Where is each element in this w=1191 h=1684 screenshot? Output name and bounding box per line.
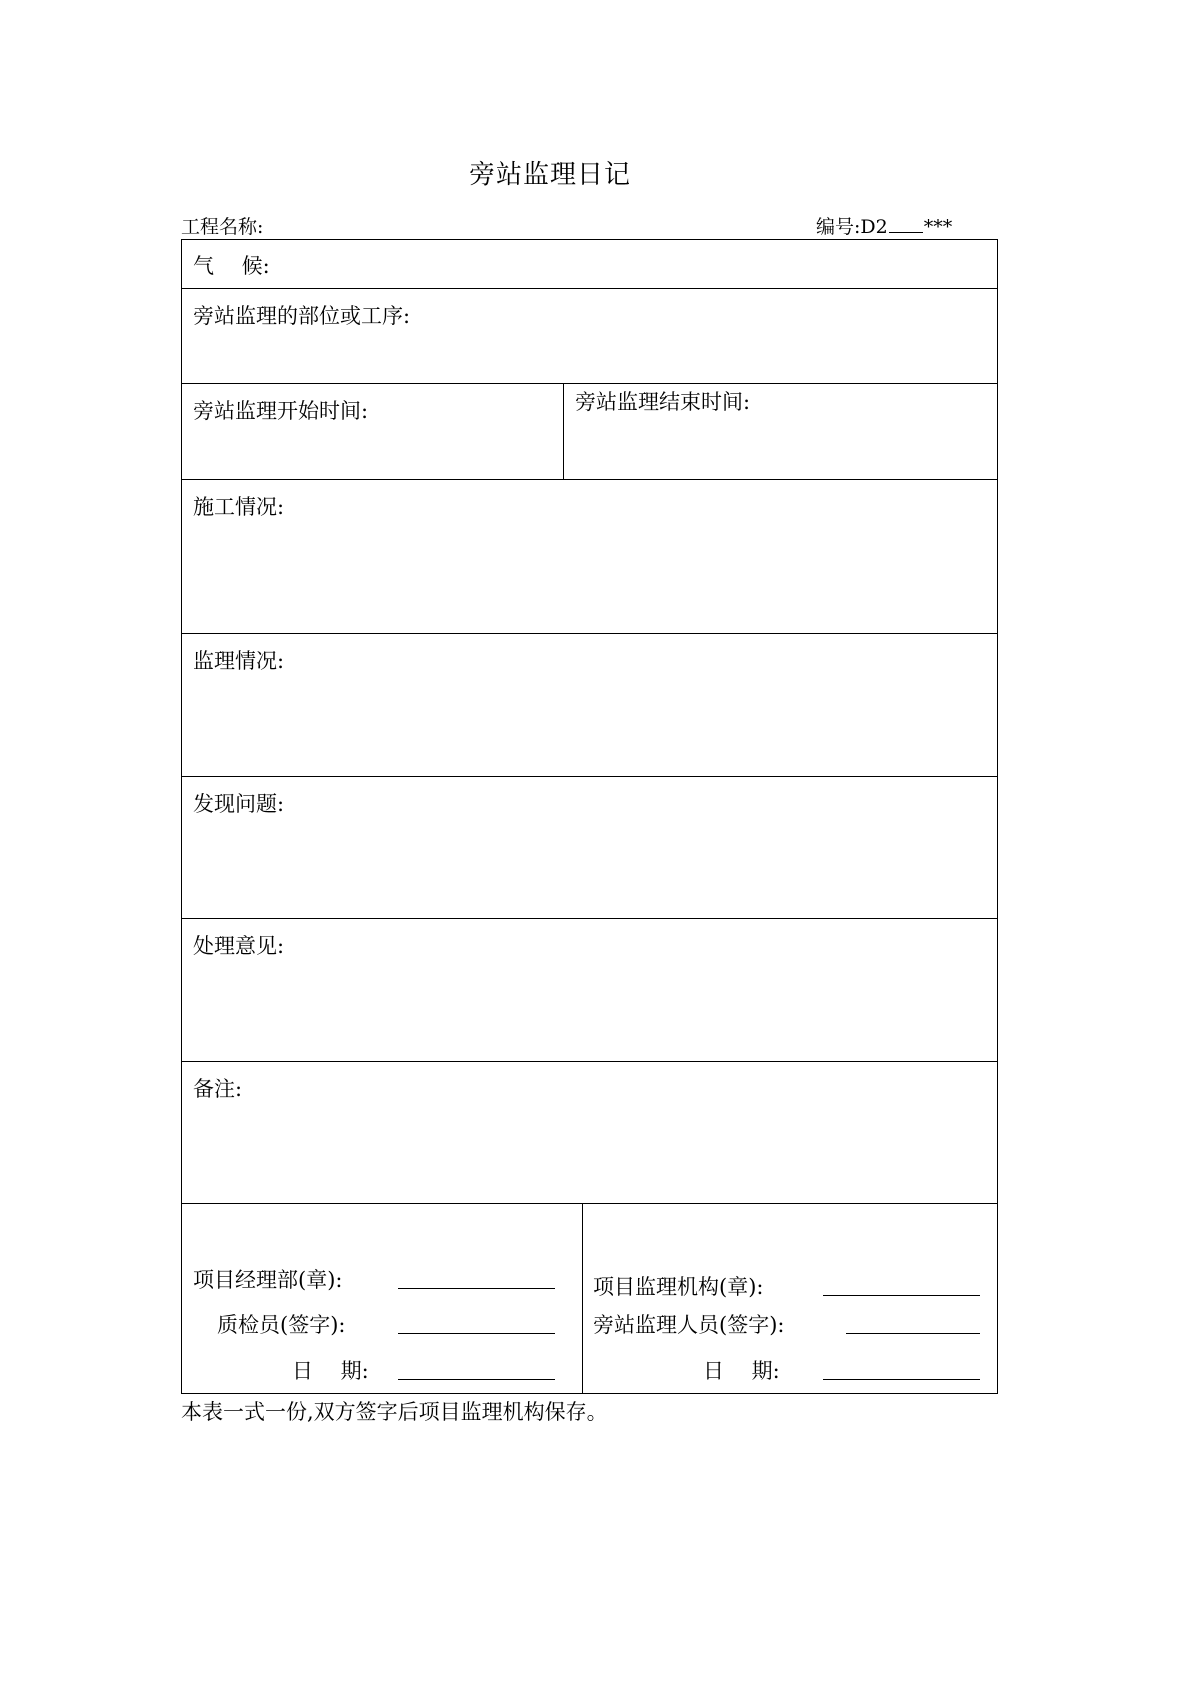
table-border-top: [181, 239, 998, 240]
staff-sign-label: 旁站监理人员(签字):: [593, 1313, 785, 1337]
form-code: [816, 212, 952, 239]
remarks-label: 备注:: [193, 1077, 243, 1101]
row-divider: [181, 1203, 998, 1204]
left-date-label: 日 期:: [292, 1359, 369, 1383]
dept-stamp-line[interactable]: [398, 1288, 555, 1289]
right-date-line[interactable]: [823, 1379, 980, 1380]
footnote: 本表一式一份,双方签字后项目监理机构保存。: [181, 1400, 608, 1424]
row-divider: [181, 776, 998, 777]
supervision-label: 监理情况:: [193, 649, 285, 673]
row-divider: [181, 633, 998, 634]
row-divider: [181, 1061, 998, 1062]
row-divider: [181, 479, 998, 480]
dept-stamp-label: 项目经理部(章):: [193, 1268, 343, 1292]
form-code-prefix: 编号:D2: [816, 216, 888, 238]
location-label: 旁站监理的部位或工序:: [193, 304, 411, 328]
right-date-label: 日 期:: [703, 1359, 780, 1383]
left-date-line[interactable]: [398, 1379, 555, 1380]
row-divider: [181, 288, 998, 289]
inspector-sign-label: 质检员(签字):: [217, 1313, 346, 1337]
table-border-right: [997, 239, 998, 1394]
form-code-blank: [889, 216, 923, 233]
agency-stamp-line[interactable]: [823, 1295, 980, 1296]
column-divider: [563, 383, 564, 479]
inspector-sign-line[interactable]: [398, 1333, 555, 1334]
problems-label: 发现问题:: [193, 792, 285, 816]
construction-label: 施工情况:: [193, 495, 285, 519]
row-divider: [181, 383, 998, 384]
end-time-label: 旁站监理结束时间:: [575, 390, 751, 414]
weather-label: 气 候:: [193, 254, 270, 278]
agency-stamp-label: 项目监理机构(章):: [593, 1275, 764, 1299]
project-name-label: 工程名称:: [181, 216, 264, 238]
handling-label: 处理意见:: [193, 934, 285, 958]
row-divider: [181, 918, 998, 919]
staff-sign-line[interactable]: [846, 1333, 980, 1334]
table-border-bottom: [181, 1393, 998, 1394]
start-time-label: 旁站监理开始时间:: [193, 399, 369, 423]
form-code-suffix: ***: [923, 216, 953, 238]
page-title: 旁站监理日记: [468, 160, 631, 190]
table-border-left: [181, 239, 182, 1394]
column-divider: [582, 1203, 583, 1394]
